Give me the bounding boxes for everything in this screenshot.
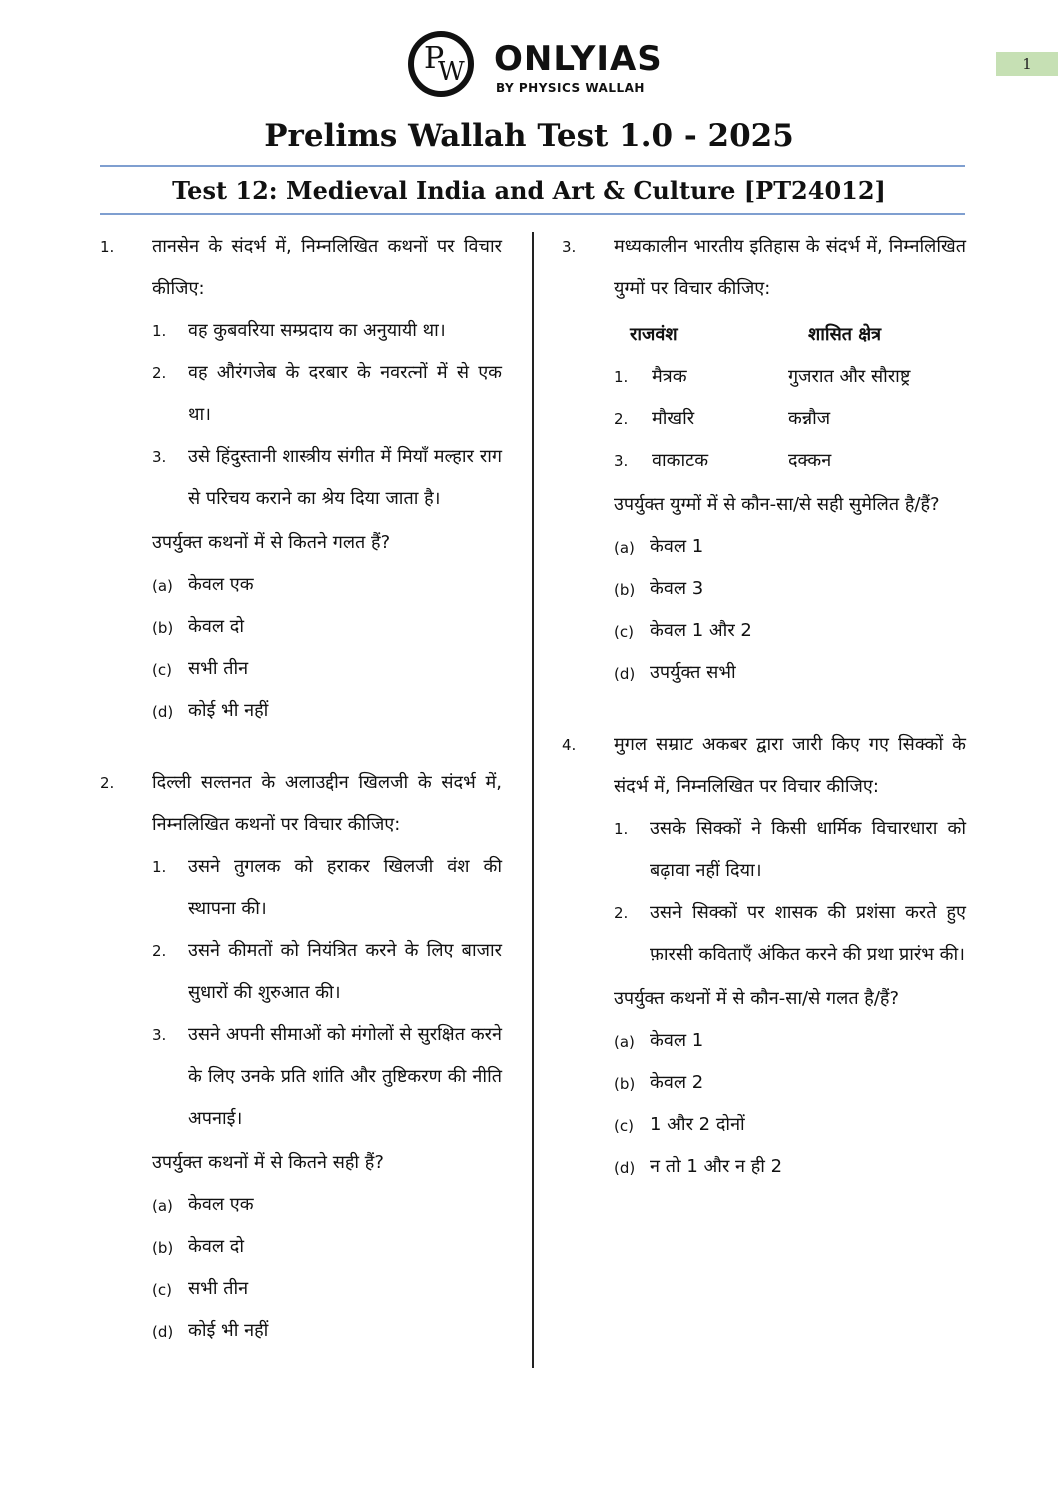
- option-text: केवल 2: [650, 1072, 704, 1093]
- option-letter: (c): [152, 1281, 172, 1299]
- option-text: केवल दो: [188, 1236, 244, 1257]
- statement: [152, 846, 502, 930]
- statement-text: वह औरंगजेब के दरबार के नवरत्नों में से एक था।: [188, 362, 502, 425]
- option-text: केवल 3: [650, 578, 704, 599]
- onlyias-logo: [406, 30, 666, 102]
- question-text: दिल्ली सल्तनत के अलाउद्दीन खिलजी के संदर्भ में, निम्नलिखित कथनों पर विचार कीजिए:: [152, 772, 502, 835]
- statement-number: 1.: [152, 858, 167, 876]
- question-text: तानसेन के संदर्भ में, निम्नलिखित कथनों पर विचार कीजिए:: [152, 236, 502, 299]
- option-text: सभी तीन: [188, 1278, 249, 1299]
- option-d: [152, 1310, 502, 1352]
- pair-row: [614, 356, 966, 398]
- pair-number: 3.: [614, 452, 629, 470]
- brand-tagline: BY PHYSICS WALLAH: [496, 81, 645, 95]
- statement-number: 2.: [152, 364, 167, 382]
- pair-region: गुजरात और सौराष्ट्र: [788, 366, 911, 387]
- statement-number: 1.: [614, 820, 629, 838]
- question-3: [562, 226, 966, 694]
- option-letter: (a): [614, 1033, 635, 1051]
- option-text: न तो 1 और न ही 2: [650, 1156, 783, 1177]
- pair-region: कन्नौज: [788, 408, 831, 429]
- subtitle-rule: [100, 213, 965, 215]
- option-d: [614, 652, 966, 694]
- brand-name: ONLYIAS: [494, 39, 663, 79]
- option-letter: (b): [614, 581, 636, 599]
- pair-dynasty: मैत्रक: [652, 366, 687, 387]
- option-letter: (d): [152, 1323, 174, 1341]
- statement-number: 3.: [152, 448, 167, 466]
- question-text: मुगल सम्राट अकबर द्वारा जारी किए गए सिक्कों के संदर्भ में, निम्नलिखित पर विचार कीजिए:: [614, 734, 966, 797]
- question-4: [562, 724, 966, 1188]
- option-letter: (d): [152, 703, 174, 721]
- option-b: [152, 606, 502, 648]
- question-prompt: उपर्युक्त कथनों में से कितने गलत हैं?: [152, 532, 391, 553]
- option-c: [614, 610, 966, 652]
- statement-text: उसने तुगलक को हराकर खिलजी वंश की स्थापना की।: [188, 856, 502, 919]
- option-a: [152, 1184, 502, 1226]
- question-number: 3.: [562, 238, 577, 256]
- statement-number: 2.: [152, 942, 167, 960]
- pair-number: 1.: [614, 368, 629, 386]
- question-1: [100, 226, 502, 732]
- option-text: केवल दो: [188, 616, 244, 637]
- option-c: [614, 1104, 966, 1146]
- option-text: केवल 1: [650, 1030, 704, 1051]
- page-number: 1: [996, 52, 1058, 76]
- question-text: मध्यकालीन भारतीय इतिहास के संदर्भ में, निम्नलिखित युग्मों पर विचार कीजिए:: [614, 236, 966, 299]
- option-d: [614, 1146, 966, 1188]
- pair-row: [614, 440, 966, 482]
- pw-logo-letter-w: W: [438, 57, 465, 87]
- pair-dynasty: वाकाटक: [652, 450, 709, 471]
- test-subtitle: Test 12: Medieval India and Art & Culture [PT24012]: [172, 176, 886, 205]
- option-text: सभी तीन: [188, 658, 249, 679]
- statement-text: वह कुबवरिया सम्प्रदाय का अनुयायी था।: [188, 320, 446, 341]
- statement: [614, 892, 966, 976]
- option-text: उपर्युक्त सभी: [650, 662, 736, 683]
- statement: [152, 352, 502, 436]
- question-prompt: उपर्युक्त युग्मों में से कौन-सा/से सही सुमेलित है/हैं?: [614, 494, 940, 515]
- pairs-header-region: शासित क्षेत्र: [808, 324, 882, 345]
- option-c: [152, 648, 502, 690]
- option-text: केवल 1: [650, 536, 704, 557]
- page-title: Prelims Wallah Test 1.0 - 2025: [264, 118, 794, 154]
- option-letter: (a): [614, 539, 635, 557]
- option-a: [152, 564, 502, 606]
- option-letter: (b): [614, 1075, 636, 1093]
- pairs-header-dynasty: राजवंश: [630, 324, 678, 345]
- question-number: 4.: [562, 736, 577, 754]
- statement: [152, 436, 502, 520]
- statement-number: 3.: [152, 1026, 167, 1044]
- option-letter: (d): [614, 665, 636, 683]
- statement: [152, 1014, 502, 1140]
- pair-region: दक्कन: [788, 450, 832, 471]
- pair-number: 2.: [614, 410, 629, 428]
- left-column: [100, 226, 502, 1352]
- option-b: [614, 568, 966, 610]
- option-b: [614, 1062, 966, 1104]
- option-letter: (a): [152, 577, 173, 595]
- statement-number: 1.: [152, 322, 167, 340]
- question-number: 2.: [100, 774, 115, 792]
- question-prompt: उपर्युक्त कथनों में से कौन-सा/से गलत है/हैं?: [614, 988, 900, 1009]
- option-a: [614, 1020, 966, 1062]
- option-text: कोई भी नहीं: [188, 700, 269, 721]
- right-column: [562, 226, 966, 1188]
- option-letter: (b): [152, 619, 174, 637]
- pw-logo-icon: [408, 31, 474, 97]
- option-a: [614, 526, 966, 568]
- statement-text: उसने अपनी सीमाओं को मंगोलों से सुरक्षित करने के लिए उनके प्रति शांति और तुष्टिकरण की नीति अपनाई।: [188, 1024, 502, 1129]
- option-text: कोई भी नहीं: [188, 1320, 269, 1341]
- option-text: 1 और 2 दोनों: [650, 1114, 745, 1135]
- option-text: केवल 1 और 2: [650, 620, 752, 641]
- statement-text: उसने कीमतों को नियंत्रित करने के लिए बाजार सुधारों की शुरुआत की।: [188, 940, 502, 1003]
- statement: [152, 310, 502, 352]
- option-text: केवल एक: [188, 574, 254, 595]
- option-letter: (c): [152, 661, 172, 679]
- option-letter: (a): [152, 1197, 173, 1215]
- option-letter: (d): [614, 1159, 636, 1177]
- option-letter: (c): [614, 1117, 634, 1135]
- statement: [614, 808, 966, 892]
- column-divider: [532, 232, 534, 1368]
- statement-number: 2.: [614, 904, 629, 922]
- statement-text: उसने सिक्कों पर शासक की प्रशंसा करते हुए फ़ारसी कविताएँ अंकित करने की प्रथा प्रारंभ की।: [650, 902, 966, 965]
- pairs-header: [614, 314, 966, 356]
- pw-logo-letter-p: P: [424, 41, 445, 76]
- statement-text: उसे हिंदुस्तानी शास्त्रीय संगीत में मियाँ मल्हार राग से परिचय कराने का श्रेय दिया जाता है।: [188, 446, 502, 509]
- option-text: केवल एक: [188, 1194, 254, 1215]
- option-b: [152, 1226, 502, 1268]
- option-d: [152, 690, 502, 732]
- statement: [152, 930, 502, 1014]
- question-prompt: उपर्युक्त कथनों में से कितने सही हैं?: [152, 1152, 384, 1173]
- option-letter: (c): [614, 623, 634, 641]
- pair-row: [614, 398, 966, 440]
- title-rule: [100, 165, 965, 167]
- statement-text: उसके सिक्कों ने किसी धार्मिक विचारधारा को बढ़ावा नहीं दिया।: [650, 818, 966, 881]
- pair-dynasty: मौखरि: [652, 408, 695, 429]
- option-letter: (b): [152, 1239, 174, 1257]
- option-c: [152, 1268, 502, 1310]
- question-2: [100, 762, 502, 1352]
- question-number: 1.: [100, 238, 115, 256]
